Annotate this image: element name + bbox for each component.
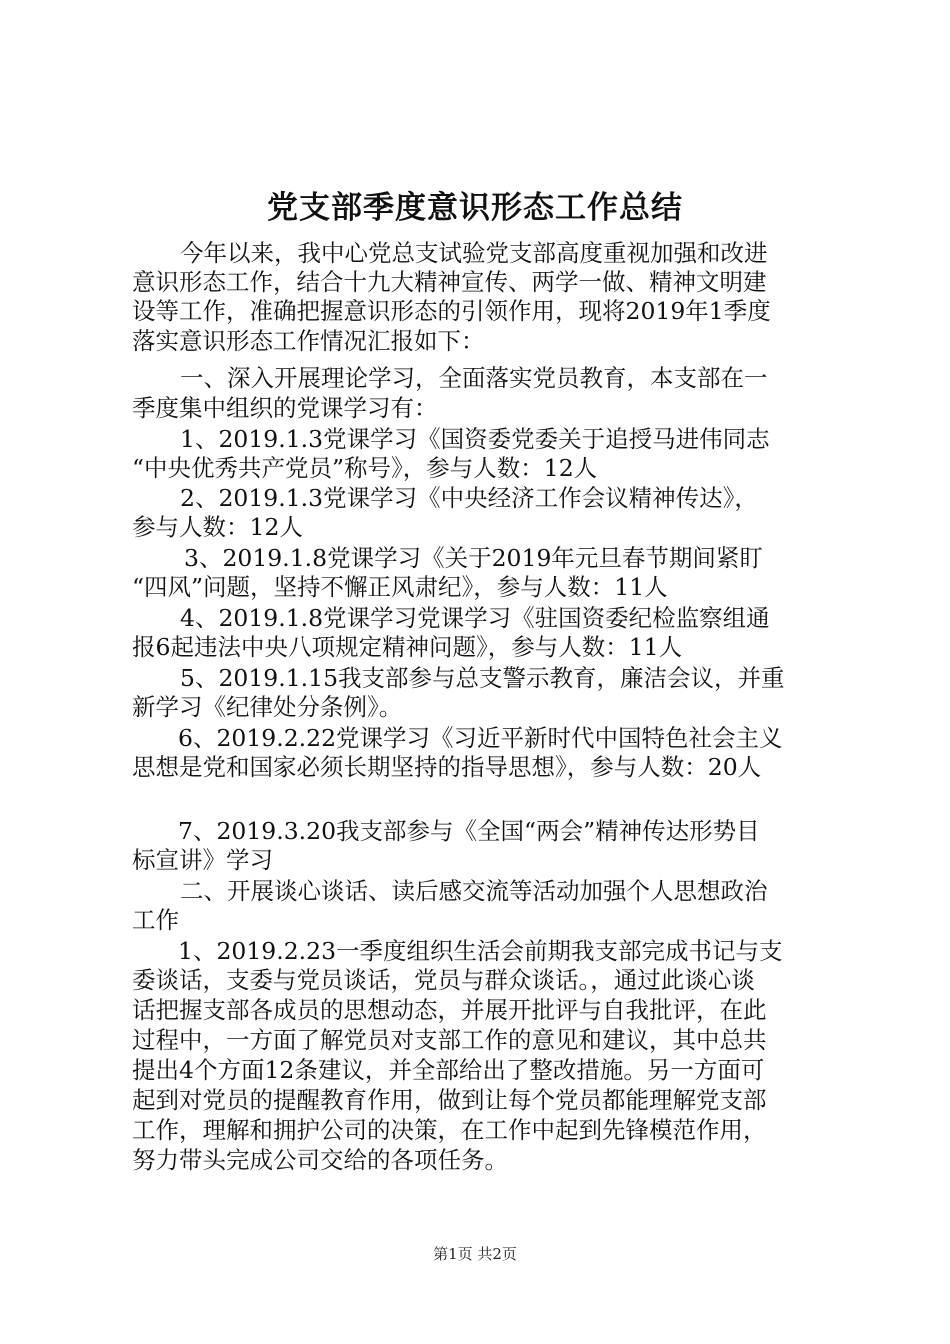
body-line: 二、开展谈心谈话、读后感交流等活动加强个人思想政治 [180,877,768,905]
body-line: 努力带头完成公司交给的各项任务。 [132,1146,508,1174]
body-line: 委谈话，支委与党员谈话，党员与群众谈话。，通过此谈心谈 [132,966,755,994]
page-number-footer: 第1页 共2页 [433,1245,517,1263]
body-line: 5、2019.1.15我支部参与总支警示教育，廉洁会议，并重 [180,664,785,692]
body-line: 工作 [132,906,179,934]
body-line: 起到对党员的提醒教育作用，做到让每个党员都能理解党支部 [132,1086,767,1114]
body-line: 参与人数：12人 [132,513,303,541]
body-line: 季度集中组织的党课学习有： [132,394,438,422]
document-title: 党支部季度意识形态工作总结 [267,190,683,226]
body-line: 今年以来，我中心党总支试验党支部高度重视加强和改进 [180,239,768,267]
body-line: 工作，理解和拥护公司的决策，在工作中起到先锋模范作用， [132,1116,767,1144]
body-line: “四风”问题，坚持不懈正风肃纪》，参与人数：11人 [132,573,668,601]
body-line: 过程中，一方面了解党员对支部工作的意见和建议，其中总共 [132,1026,767,1054]
body-line: 一、深入开展理论学习，全面落实党员教育，本支部在一 [180,364,768,392]
body-line: 提出4个方面12条建议，并全部给出了整改措施。另一方面可 [132,1056,765,1084]
body-line: 话把握支部各成员的思想动态，并展开批评与自我批评，在此 [132,996,767,1024]
body-line: 1、2019.1.3党课学习《国资委党委关于追授马进伟同志 [180,425,770,453]
body-line: “中央优秀共产党员”称号》，参与人数：12人 [132,454,598,482]
body-line: 3、2019.1.8党课学习《关于2019年元旦春节期间紧盯 [184,544,763,572]
body-line: 设等工作，准确把握意识形态的引领作用，现将2019年1季度 [132,297,771,325]
body-line: 标宣讲》学习 [132,846,273,874]
body-line: 落实意识形态工作情况汇报如下： [132,327,485,355]
body-line: 新学习《纪律处分条例》。 [132,693,403,721]
body-line: 报6起违法中央八项规定精神问题》，参与人数：11人 [132,633,683,661]
body-line: 2、2019.1.3党课学习《中央经济工作会议精神传达》， [180,484,758,512]
body-line: 意识形态工作，结合十九大精神宣传、两学一做、精神文明建 [132,268,767,296]
body-line: 6、2019.2.22党课学习《习近平新时代中国特色社会主义 [178,724,783,752]
body-line: 思想是党和国家必须长期坚持的指导思想》，参与人数：20人 [132,753,762,781]
body-line: 4、2019.1.8党课学习党课学习《驻国资委纪检监察组通 [180,604,770,632]
body-line: 7、2019.3.20我支部参与《全国“两会”精神传达形势目 [178,817,760,845]
body-line: 1、2019.2.23一季度组织生活会前期我支部完成书记与支 [178,937,783,965]
